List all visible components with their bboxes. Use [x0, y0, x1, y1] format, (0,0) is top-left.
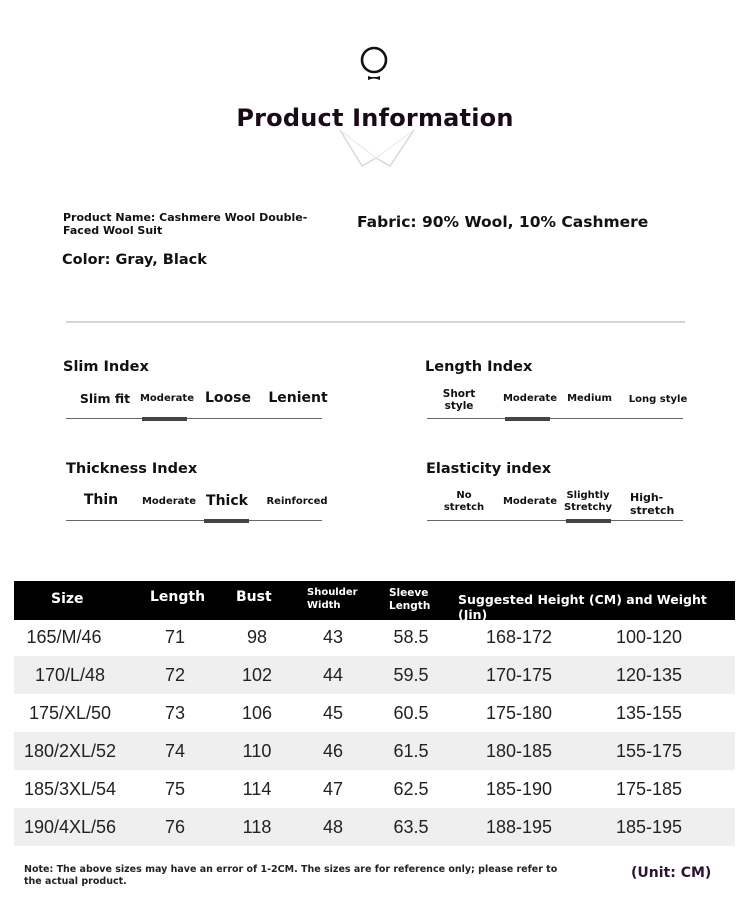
elasticity-index-title: Elasticity index: [426, 461, 552, 477]
table-row: [14, 694, 735, 732]
cell-bust: 118: [242, 817, 272, 837]
cell-bust: 102: [241, 665, 273, 685]
cell-bust: 98: [246, 627, 268, 647]
elasticity-index-marker: [566, 519, 611, 523]
header-bust: Bust: [236, 589, 272, 605]
length-index-title: Length Index: [425, 359, 533, 375]
header-sleeve-length: Sleeve Length: [389, 587, 431, 612]
cell-height: 185-190: [485, 779, 553, 799]
slim-index-marker: [142, 417, 187, 421]
cell-size: 170/L/48: [34, 665, 106, 685]
table-row: [14, 656, 735, 694]
cell-weight: 100-120: [615, 627, 683, 647]
ring-bowtie-icon: [358, 45, 390, 81]
length-option-long-style: Long style: [628, 394, 688, 405]
length-option-short-style: Short style: [442, 388, 476, 412]
unit-label: (Unit: CM): [631, 865, 712, 881]
elasticity-option-slightly-stretchy: Slightly Stretchy: [563, 490, 613, 513]
length-option-moderate: Moderate: [502, 393, 557, 404]
header-size: Size: [51, 591, 84, 607]
cell-shoulder: 43: [322, 627, 344, 647]
cell-sleeve: 58.5: [393, 627, 429, 647]
table-row: [14, 808, 735, 846]
thickness-index-title: Thickness Index: [66, 461, 198, 477]
cell-size: 185/3XL/54: [23, 779, 117, 799]
length-index-scale: [427, 418, 683, 419]
cell-sleeve: 63.5: [393, 817, 429, 837]
cell-size: 190/4XL/56: [23, 817, 117, 837]
elasticity-option-no-stretch: No stretch: [443, 490, 485, 513]
cell-sleeve: 59.5: [393, 665, 429, 685]
cell-length: 76: [164, 817, 186, 837]
header-shoulder-width: Shoulder Width: [307, 587, 358, 611]
elasticity-index-scale: [427, 520, 683, 521]
page-title: Product Information: [236, 104, 514, 132]
header-suggested-height-weight: Suggested Height (CM) and Weight (Jin): [458, 592, 707, 622]
cell-height: 188-195: [485, 817, 553, 837]
cell-bust: 114: [242, 779, 272, 799]
cell-bust: 110: [242, 741, 272, 761]
elasticity-option-moderate: Moderate: [502, 496, 557, 507]
product-color: Color: Gray, Black: [62, 252, 207, 268]
product-name: Product Name: Cashmere Wool Double-Faced Wool Suit: [63, 211, 308, 237]
cell-height: 175-180: [485, 703, 553, 723]
cell-size: 180/2XL/52: [23, 741, 117, 761]
thickness-option-moderate: Moderate: [141, 496, 196, 507]
cell-sleeve: 60.5: [393, 703, 429, 723]
slim-index-title: Slim Index: [63, 359, 149, 375]
slim-option-moderate: Moderate: [139, 393, 194, 404]
cell-sleeve: 62.5: [393, 779, 429, 799]
slim-option-lenient: Lenient: [268, 390, 328, 406]
thickness-index-scale: [66, 520, 322, 521]
table-row: [14, 770, 735, 808]
cell-bust: 106: [241, 703, 273, 723]
shirt-collar-icon: [332, 128, 422, 172]
thickness-option-thin: Thin: [83, 492, 119, 508]
slim-option-loose: Loose: [205, 390, 251, 406]
size-table-header: [14, 581, 735, 620]
cell-size: 165/M/46: [26, 627, 102, 647]
cell-length: 75: [164, 779, 186, 799]
cell-shoulder: 46: [322, 741, 344, 761]
cell-shoulder: 44: [322, 665, 344, 685]
thickness-index-marker: [204, 519, 249, 523]
cell-size: 175/XL/50: [28, 703, 112, 723]
cell-weight: 120-135: [615, 665, 683, 685]
header-length: Length: [150, 589, 206, 605]
cell-length: 72: [164, 665, 186, 685]
section-divider: [66, 321, 685, 323]
table-row: [14, 618, 735, 656]
cell-sleeve: 61.5: [393, 741, 429, 761]
product-fabric: Fabric: 90% Wool, 10% Cashmere: [357, 213, 649, 231]
length-index-marker: [505, 417, 550, 421]
cell-height: 170-175: [485, 665, 553, 685]
slim-index-scale: [66, 418, 322, 419]
slim-option-slim-fit: Slim fit: [79, 391, 131, 406]
thickness-option-thick: Thick: [206, 493, 248, 509]
thickness-option-reinforced: Reinforced: [266, 496, 328, 507]
cell-height: 180-185: [485, 741, 553, 761]
cell-length: 71: [164, 627, 186, 647]
cell-weight: 135-155: [615, 703, 683, 723]
cell-weight: 175-185: [615, 779, 683, 799]
elasticity-option-high-stretch: High-stretch: [630, 491, 675, 517]
cell-height: 168-172: [485, 627, 553, 647]
cell-weight: 155-175: [615, 741, 683, 761]
cell-weight: 185-195: [615, 817, 683, 837]
table-row: [14, 732, 735, 770]
cell-shoulder: 48: [322, 817, 344, 837]
cell-length: 73: [164, 703, 186, 723]
size-error-note: Note: The above sizes may have an error of 1-2CM. The sizes are for reference only; please refer to the actual product.: [24, 864, 558, 887]
cell-length: 74: [164, 741, 186, 761]
length-option-medium: Medium: [567, 393, 612, 404]
cell-shoulder: 47: [322, 779, 344, 799]
cell-shoulder: 45: [322, 703, 344, 723]
